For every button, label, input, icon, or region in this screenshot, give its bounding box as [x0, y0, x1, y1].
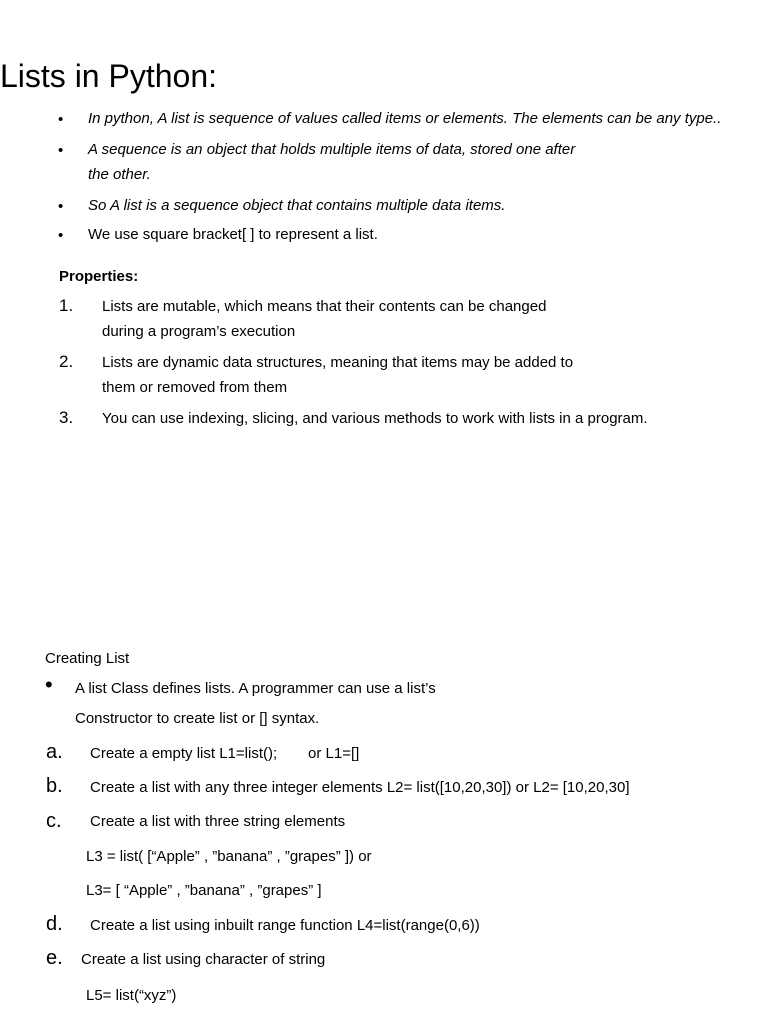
list-letter: a. — [46, 741, 63, 763]
code-example: L3 = list( [“Apple” , ”banana” , ”grapes” ]) or — [86, 848, 372, 865]
bullet-marker: • — [58, 227, 64, 244]
list-item-text: Create a list using inbuilt range function L4=list(range(0,6)) — [90, 917, 480, 934]
bullet-marker: • — [45, 672, 53, 697]
code-example: L5= list(“xyz”) — [86, 987, 177, 1004]
bullet-marker: • — [58, 111, 64, 128]
list-item-alt: or L1=[] — [308, 745, 360, 762]
property-text-continued: during a program’s execution — [102, 323, 296, 340]
list-item-text: Create a list using character of string — [81, 951, 326, 968]
list-letter: e. — [46, 947, 63, 969]
bullet-marker: • — [58, 198, 64, 215]
bullet-text: We use square bracket[ ] to represent a list. — [88, 226, 378, 243]
bullet-text: So A list is a sequence object that contains multiple data items. — [88, 197, 506, 214]
code-example: L3= [ “Apple” , ”banana” , ”grapes” ] — [86, 882, 322, 899]
list-item-text: Create a list with any three integer elements L2= list([10,20,30]) or L2= [10,20,30] — [90, 779, 630, 796]
property-number: 3. — [59, 408, 74, 427]
list-item-text: Create a list with three string elements — [90, 813, 346, 830]
property-text: You can use indexing, slicing, and various methods to work with lists in a program. — [102, 410, 648, 427]
property-text: Lists are mutable, which means that their contents can be changed — [102, 298, 547, 315]
properties-heading: Properties: — [59, 268, 139, 285]
property-text: Lists are dynamic data structures, meaning that items may be added to — [102, 354, 574, 371]
bullet-text-continued: the other. — [88, 166, 151, 183]
list-letter: d. — [46, 913, 63, 935]
bullet-text: A list Class defines lists. A programmer can use a list’s — [75, 680, 436, 697]
page-title: Lists in Python: — [0, 58, 217, 94]
bullet-marker: • — [58, 142, 64, 159]
list-letter: b. — [46, 775, 63, 797]
list-letter: c. — [46, 810, 62, 832]
property-text-continued: them or removed from them — [102, 379, 288, 396]
bullet-text: In python, A list is sequence of values called items or elements. The elements can be any type.. — [88, 110, 722, 127]
bullet-text-continued: Constructor to create list or [] syntax. — [75, 710, 320, 727]
creating-list-heading: Creating List — [45, 650, 130, 667]
bullet-text: A sequence is an object that holds multiple items of data, stored one after — [88, 141, 576, 158]
property-number: 2. — [59, 352, 74, 371]
list-item-text: Create a empty list L1=list(); — [90, 745, 278, 762]
property-number: 1. — [59, 296, 74, 315]
